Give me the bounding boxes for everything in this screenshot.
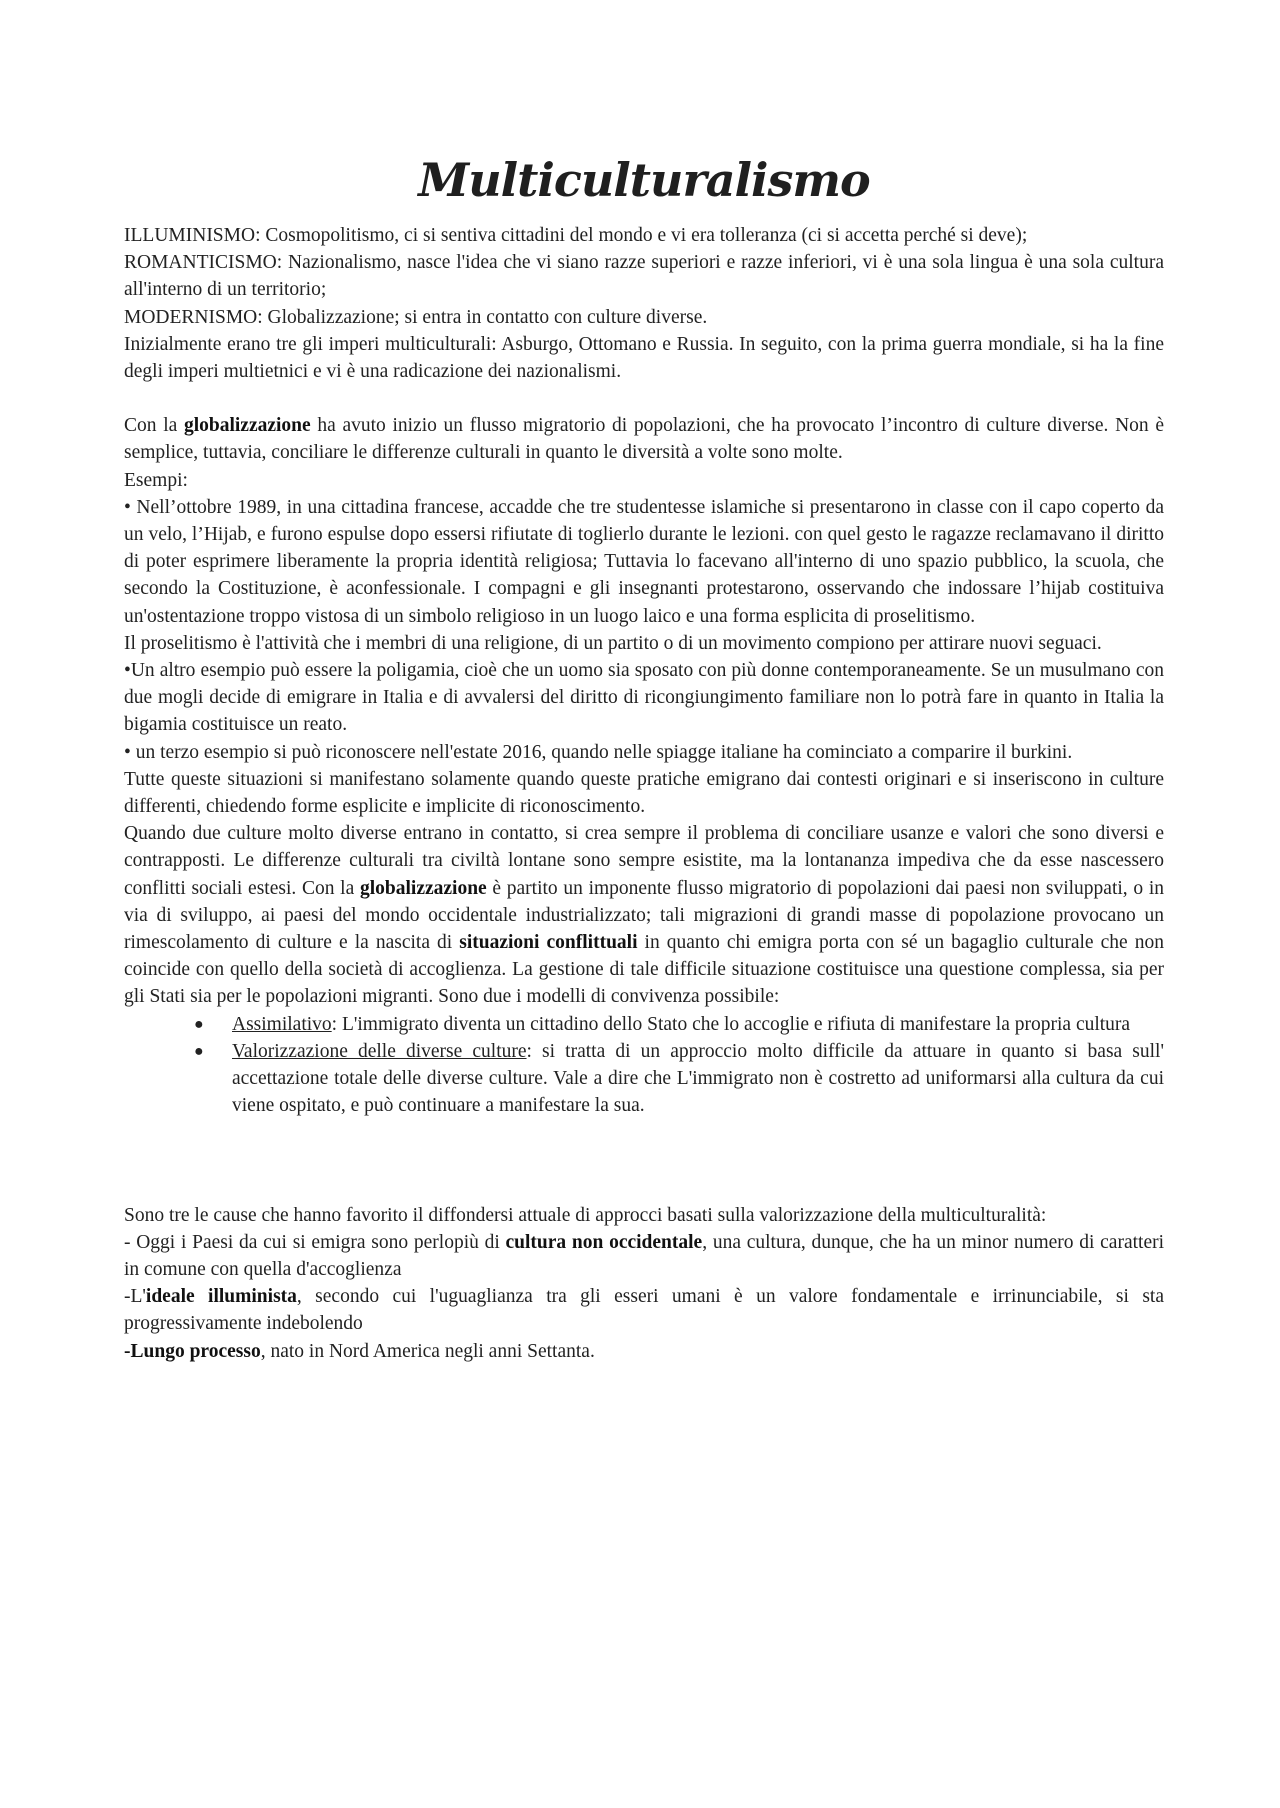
document-page	[124, 150, 1164, 1365]
example-burkini: • un terzo esempio si può riconoscere nell'estate 2016, quando nelle spiagge italiane ha cominciato a comparire il burkini.	[124, 741, 1073, 763]
romanticismo-line: ROMANTICISMO: Nazionalismo, nasce l'idea che vi siano razze superiori e razze inferiori, vi è una sola lingua è una sola cultura all'interno di un territorio;	[124, 252, 1164, 301]
model-term: Assimilativo	[232, 1013, 332, 1035]
intro-section	[124, 222, 1164, 385]
cause-item: -L'ideale illuminista, secondo cui l'uguaglianza tra gli esseri umani è un valore fondamentale e irrinunciabile, si sta progressivamente indebolendo	[124, 1286, 1164, 1335]
list-item	[194, 1011, 1164, 1038]
model-description: : si tratta di un approccio molto difficile da attuare in quanto si basa sull' accettazione totale delle diverse culture. Vale a dire che L'immigrato non è costretto ad uniformarsi alla cultura da cui viene ospitato, e può continuare a manifestare la sua.	[232, 1040, 1164, 1117]
bullet-icon: ●	[194, 1015, 204, 1033]
situazioni-paragraph: Tutte queste situazioni si manifestano solamente quando queste pratiche emigrano dai contesti originari e si inseriscono in culture differenti, chiedendo forme esplicite e implicite di riconoscimento.	[124, 768, 1164, 818]
models-list	[124, 1011, 1164, 1120]
convivenza-paragraph: Quando due culture molto diverse entrano in contatto, si crea sempre il problema di conciliare usanze e valori che sono diversi e contrapposti. Le differenze culturali tra civiltà lontane sono sempre esistite, ma la lontananza impediva che da esse nascessero conflitti sociali estesi. Con la globalizzazione è partito un imponente flusso migratorio di popolazioni dai paesi non sviluppati, o in via di sviluppo, ai paesi del mondo occidentale industrializzato; tali migrazioni di grandi masse di popolazione provocano un rimescolamento di culture e la nascita di situazioni conflittuali in quanto chi emigra porta con sé un bagaglio culturale che non coincide con quello della società di accoglienza. La gestione di tale difficile situazione costituisce una questione complessa, sia per gli Stati sia per le popolazioni migranti. Sono due i modelli di convivenza possibile:	[124, 823, 1164, 1008]
model-term: Valorizzazione delle diverse culture	[232, 1040, 527, 1062]
example-poligamia: •Un altro esempio può essere la poligamia, cioè che un uomo sia sposato con più donne contemporaneamente. Se un musulmano con due mogli decide di emigrare in Italia e di avvalersi del diritto di ricongiungimento familiare non lo potrà fare in quanto in Italia la bigamia costituisce un reato.	[124, 660, 1164, 736]
cause-item: - Oggi i Paesi da cui si emigra sono perlopiù di cultura non occidentale, una cultura, dunque, che ha un minor numero di caratteri in comune con quella d'accoglienza	[124, 1231, 1165, 1280]
examples-label: Esempi:	[124, 469, 188, 491]
model-description: : L'immigrato diventa un cittadino dello Stato che lo accoglie e rifiuta di manifestare la propria cultura	[331, 1013, 1131, 1035]
illuminismo-line: ILLUMINISMO: Cosmopolitismo, ci si sentiva cittadini del mondo e vi era tolleranza (ci si accetta perché si deve);	[124, 225, 1028, 246]
cause-item: -Lungo processo, nato in Nord America negli anni Settanta.	[124, 1340, 595, 1362]
imperi-paragraph: Inizialmente erano tre gli imperi multiculturali: Asburgo, Ottomano e Russia. In seguito, con la prima guerra mondiale, si ha la fine degli imperi multietnici e vi è una radicazione dei nazionalismi.	[124, 333, 1164, 383]
bold-term: globalizzazione	[359, 877, 487, 899]
causes-section	[124, 1202, 1164, 1365]
bold-term: situazioni conflittuali	[459, 932, 638, 954]
page-title: Multiculturalismo	[418, 153, 870, 207]
globalizzazione-paragraph: Con la globalizzazione ha avuto inizio un flusso migratorio di popolazioni, che ha provocato l’incontro di culture diverse. Non è semplice, tuttavia, conciliare le differenze culturali in quanto le diversità a volte sono molte.	[124, 415, 1164, 464]
causes-intro: Sono tre le cause che hanno favorito il diffondersi attuale di approcci basati sulla valorizzazione della multiculturalità:	[124, 1204, 1047, 1226]
bold-term: -Lungo processo	[124, 1340, 261, 1362]
list-item	[194, 1038, 1164, 1120]
spacer	[124, 1120, 1164, 1202]
bold-term: cultura non occidentale	[505, 1231, 703, 1253]
bullet-icon: ●	[194, 1042, 204, 1060]
modernismo-line: MODERNISMO: Globalizzazione; si entra in contatto con culture diverse.	[124, 306, 708, 328]
globalizzazione-section	[124, 412, 1164, 1119]
bold-term: ideale illuminista	[145, 1286, 297, 1308]
bold-term: globalizzazione	[183, 415, 311, 437]
spacer	[124, 385, 1164, 412]
example-hijab: • Nell’ottobre 1989, in una cittadina francese, accadde che tre studentesse islamiche si presentarono in classe con il capo coperto da un velo, l’Hijab, e furono espulse dopo essersi rifiutate di toglierlo durante le lezioni. con quel gesto le ragazze reclamavano il diritto di poter esprimere liberamente la propria identità religiosa; Tuttavia lo facevano all'interno di uno spazio pubblico, la scuola, che secondo la Costituzione, è aconfessionale. I compagni e gli insegnanti protestarono, osservando che indossare l’hijab costituiva un'ostentazione troppo vistosa di un simbolo religioso in un luogo laico e una forma esplicita di proselitismo.	[124, 496, 1164, 627]
proselitismo-definition: Il proselitismo è l'attività che i membri di una religione, di un partito o di un movimento compiono per attirare nuovi seguaci.	[124, 632, 1102, 654]
